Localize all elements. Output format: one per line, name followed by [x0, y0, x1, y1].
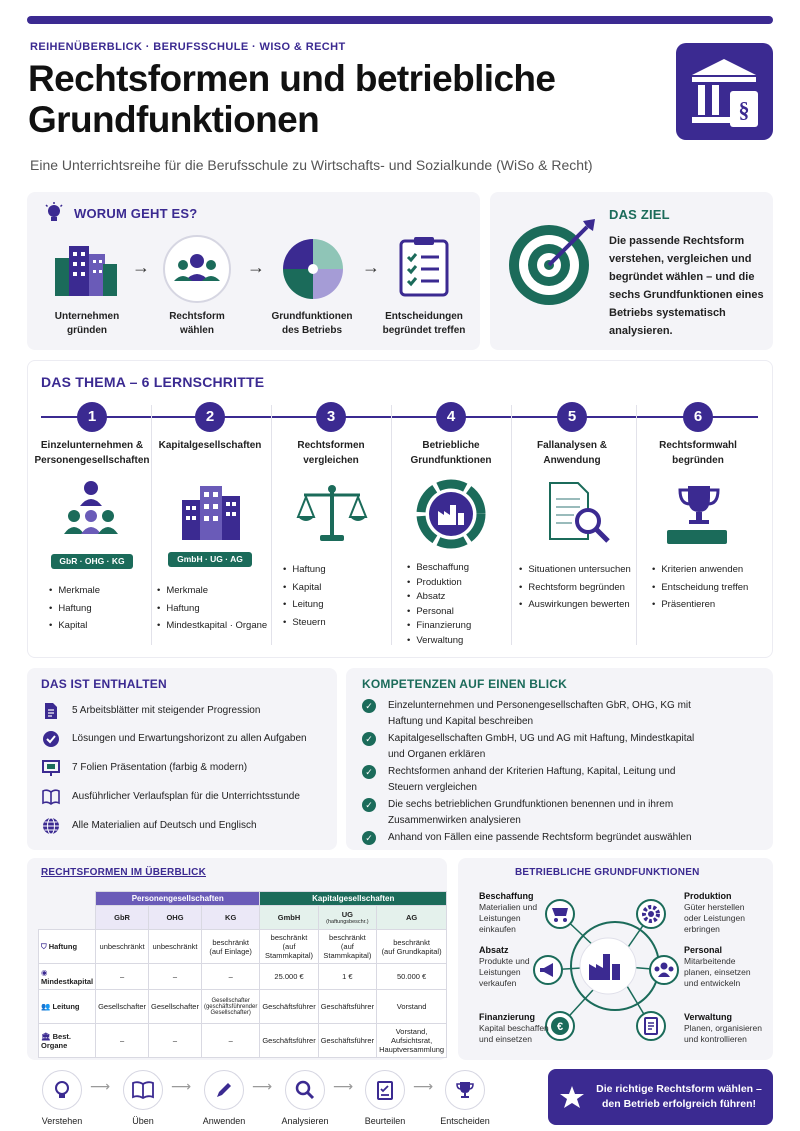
worum-item-4: Entscheidungen begründet treffen	[382, 311, 466, 336]
list-item: • Absatz	[407, 590, 471, 605]
enthalten-heading: DAS IST ENTHALTEN	[41, 677, 167, 691]
team-icon	[649, 955, 679, 985]
column-header: UG (haftungsbeschr.)	[318, 906, 376, 930]
table-cell: Vorstand	[377, 990, 447, 1024]
list-item: • Merkmale	[49, 582, 100, 600]
institution-icon: 🏛	[41, 1031, 51, 1041]
step-2-title: Kapitalgesellschaften	[158, 440, 262, 451]
step-4-title: Betriebliche Grundfunktionen	[410, 440, 492, 466]
people-icon: 👥	[41, 1002, 51, 1011]
coin-icon: ◉	[41, 967, 48, 977]
thema-heading: DAS THEMA – 6 LERNSCHRITTE	[41, 374, 265, 390]
column-header: AG	[377, 906, 447, 930]
arrow-right-icon: ⟶	[333, 1078, 354, 1094]
process-step-ueben: Üben	[115, 1070, 171, 1126]
arrow-right-icon: ⟶	[252, 1078, 273, 1094]
arrow-right-icon: ⟶	[171, 1078, 192, 1094]
list-item: • Rechtsform begründen	[519, 579, 631, 597]
office-buildings-icon	[180, 484, 242, 545]
cta-banner: Die richtige Rechtsform wählen – den Betrieb erfolgreich führen!	[548, 1069, 773, 1125]
group-personen: Personengesellschaften	[96, 892, 260, 906]
star-icon	[559, 1084, 585, 1115]
table-row: ◉ Mindestkapital – – – 25.000 € 1 € 50.000 €	[39, 964, 447, 990]
presentation-icon	[42, 759, 60, 777]
table-cell: beschränkt (auf Stammkapital)	[260, 930, 318, 964]
list-item: • Präsentieren	[652, 596, 748, 614]
list-item: • Finanzierung	[407, 619, 471, 634]
pencil-icon	[204, 1070, 244, 1110]
list-item: • Haftung	[49, 600, 100, 618]
trophy-icon	[676, 482, 722, 535]
column-header: OHG	[149, 906, 202, 930]
table-cell: beschränkt (auf Grundkapital)	[377, 930, 447, 964]
table-cell: Geschäftsführer	[318, 990, 376, 1024]
worum-heading: WORUM GEHT ES?	[74, 206, 198, 221]
column-header: KG	[201, 906, 259, 930]
table-cell: –	[201, 1024, 259, 1058]
document-magnifier-icon	[546, 481, 612, 548]
list-item: • Kapital	[283, 579, 326, 597]
ueberblick-heading: RECHTSFORMEN IM ÜBERBLICK	[41, 867, 206, 878]
process-step-analysieren: Analysieren	[277, 1070, 333, 1126]
grundfunktionen-heading: BETRIEBLICHE GRUNDFUNKTIONEN	[515, 867, 700, 878]
list-item: • Entscheidung treffen	[652, 579, 748, 597]
column-header: GbR	[96, 906, 149, 930]
list-item: • Verwaltung	[407, 634, 471, 649]
table-cell: beschränkt (auf Stammkapital)	[318, 930, 376, 964]
arrow-right-icon: →	[362, 257, 380, 277]
open-book-icon	[42, 788, 60, 806]
function-beschaffung: Beschaffung Materialien und Leistungen einkaufen	[479, 891, 538, 934]
target-icon	[505, 217, 597, 314]
process-step-entscheiden: Entscheiden	[437, 1070, 493, 1126]
table-cell: unbeschränkt	[149, 930, 202, 964]
scales-icon	[296, 483, 368, 550]
list-item: • Leitung	[283, 596, 326, 614]
factory-wheel-icon	[416, 479, 486, 554]
table-cell: –	[96, 964, 149, 990]
function-personal: Personal Mitarbeitende planen, einsetzen und entwickeln	[684, 945, 751, 988]
step-6-list	[652, 561, 748, 614]
document-icon	[42, 702, 60, 720]
top-bar	[27, 16, 773, 24]
process-step-anwenden: Anwenden	[196, 1070, 252, 1126]
table-cell: unbeschränkt	[96, 930, 149, 964]
function-produktion: Produktion Güter herstellen oder Leistungen erbringen	[684, 891, 745, 934]
list-item: • Kapital	[49, 617, 100, 635]
list-item: • Mindestkapital · Organe	[157, 617, 267, 635]
table-cell: Gesellschafter (geschäftsführender Gesellschafter)	[201, 990, 259, 1024]
table-row: 🏛 Best. Organe – – – Geschäftsführer Geschäftsführer Vorstand, Aufsichtsrat, Hauptversammlung	[39, 1024, 447, 1058]
table-row: ⛉ Haftung unbeschränkt unbeschränkt beschränkt (auf Einlage) beschränkt (auf Stammkapital) beschränkt (auf Stammkapital) beschränkt (auf Grundkapital)	[39, 930, 447, 964]
step-5-number: 5	[513, 402, 631, 432]
step-2-badge: GmbH · UG · AG	[168, 552, 252, 567]
table-cell: –	[201, 964, 259, 990]
check-icon: ✓	[362, 798, 376, 812]
step-6-number: 6	[639, 402, 757, 432]
podium-icon	[667, 530, 727, 544]
step-5-title: Fallanalysen & Anwendung	[536, 440, 608, 466]
svg-text:€: €	[556, 1021, 564, 1033]
table-cell: –	[149, 1024, 202, 1058]
buildings-icon	[53, 240, 119, 301]
open-book-icon	[123, 1070, 163, 1110]
list-item: • Merkmale	[157, 582, 267, 600]
table-cell: Geschäftsführer	[318, 1024, 376, 1058]
step-4-list	[407, 561, 471, 648]
table-cell: –	[149, 964, 202, 990]
globe-icon	[42, 817, 60, 835]
process-step-beurteilen: Beurteilen	[357, 1070, 413, 1126]
check-icon: ✓	[362, 765, 376, 779]
list-item: • Haftung	[157, 600, 267, 618]
list-item: • Beschaffung	[407, 561, 471, 576]
team-icon	[163, 235, 231, 303]
table-cell: Gesellschafter	[149, 990, 202, 1024]
table-cell: 1 €	[318, 964, 376, 990]
lightbulb-icon	[42, 1070, 82, 1110]
step-1-number: 1	[33, 402, 151, 432]
step-5-list	[519, 561, 631, 614]
rechtsformen-table	[38, 891, 447, 1058]
table-cell: Gesellschafter	[96, 990, 149, 1024]
column-header: GmbH	[260, 906, 318, 930]
kompetenzen-heading: KOMPETENZEN AUF EINEN BLICK	[362, 677, 567, 691]
arrow-right-icon: ⟶	[413, 1078, 434, 1094]
step-6-title: Rechtsformwahl begründen	[659, 440, 737, 466]
clipboard-icon	[636, 1011, 666, 1041]
worum-item-3: Grundfunktionen des Betriebs	[271, 311, 353, 336]
svg-text:§: §	[738, 97, 750, 122]
arrow-right-icon: →	[247, 257, 265, 277]
arrow-right-icon: ⟶	[90, 1078, 111, 1094]
page-title: Rechtsformen und betriebliche Grundfunktionen	[28, 58, 556, 140]
list-item: • Produktion	[407, 576, 471, 591]
table-cell: Geschäftsführer	[260, 990, 318, 1024]
function-absatz: Absatz Produkte und Leistungen verkaufen	[479, 945, 530, 988]
check-icon: ✓	[362, 831, 376, 845]
functions-wheel-icon	[281, 237, 345, 306]
step-3-title: Rechtsformen vergleichen	[297, 440, 365, 466]
step-1-title: Einzelunternehmen & Personengesellschaften	[34, 440, 150, 466]
function-verwaltung: Verwaltung Planen, organisieren und kontrollieren	[684, 1012, 762, 1044]
law-institution-logo-icon	[676, 43, 773, 140]
table-cell: 50.000 €	[377, 964, 447, 990]
ziel-heading: DAS ZIEL	[609, 207, 670, 222]
function-finanzierung: Finanzierung Kapital beschaffen und einsetzen	[479, 1012, 549, 1044]
arrow-right-icon: →	[132, 257, 150, 277]
process-step-verstehen: Verstehen	[34, 1070, 90, 1126]
step-2-list	[157, 582, 267, 635]
page-subtitle: Eine Unterrichtsreihe für die Berufsschule zu Wirtschafts- und Sozialkunde (WiSo & Recht)	[30, 157, 593, 173]
table-cell: Vorstand, Aufsichtsrat, Hauptversammlung	[377, 1024, 447, 1058]
step-3-list	[283, 561, 326, 631]
trophy-icon	[445, 1070, 485, 1110]
people-group-icon	[60, 478, 122, 551]
list-item: • Auswirkungen bewerten	[519, 596, 631, 614]
list-item: • Personal	[407, 605, 471, 620]
lightbulb-icon	[44, 202, 64, 229]
gear-icon	[636, 899, 666, 929]
check-icon: ✓	[362, 732, 376, 746]
step-4-number: 4	[392, 402, 510, 432]
cart-icon	[545, 899, 575, 929]
shield-icon: ⛉	[41, 941, 47, 951]
list-item: • Steuern	[283, 614, 326, 632]
megaphone-icon	[533, 955, 563, 985]
checklist-clipboard-icon	[398, 235, 450, 302]
step-2-number: 2	[151, 402, 269, 432]
table-cell: Geschäftsführer	[260, 1024, 318, 1058]
table-row: 👥 Leitung Gesellschafter Gesellschafter Gesellschafter (geschäftsführender Gesellschafter) Geschäftsführer Geschäftsführer Vorstand	[39, 990, 447, 1024]
check-icon: ✓	[362, 699, 376, 713]
checklist-icon	[365, 1070, 405, 1110]
check-badge-icon	[42, 730, 60, 748]
kicker: REIHENÜBERBLICK · BERUFSSCHULE · WISO & RECHT	[30, 41, 346, 53]
list-item: • Haftung	[283, 561, 326, 579]
step-1-badge: GbR · OHG · KG	[51, 554, 133, 569]
worum-item-1: Unternehmen gründen	[54, 311, 120, 336]
step-3-number: 3	[272, 402, 390, 432]
ziel-text: Die passende Rechtsform verstehen, vergleichen und begründet wählen – und die sechs Grundfunktionen eines Betriebs systematisch analysieren.	[609, 235, 764, 337]
list-item: • Situationen untersuchen	[519, 561, 631, 579]
euro-icon	[545, 1011, 575, 1041]
list-item: • Kriterien anwenden	[652, 561, 748, 579]
magnifier-icon	[285, 1070, 325, 1110]
table-cell: –	[96, 1024, 149, 1058]
worum-item-2: Rechtsform wählen	[169, 311, 225, 336]
step-1-list	[49, 582, 100, 635]
table-cell: beschränkt (auf Einlage)	[201, 930, 259, 964]
group-kapital: Kapitalgesellschaften	[260, 892, 447, 906]
table-cell: 25.000 €	[260, 964, 318, 990]
